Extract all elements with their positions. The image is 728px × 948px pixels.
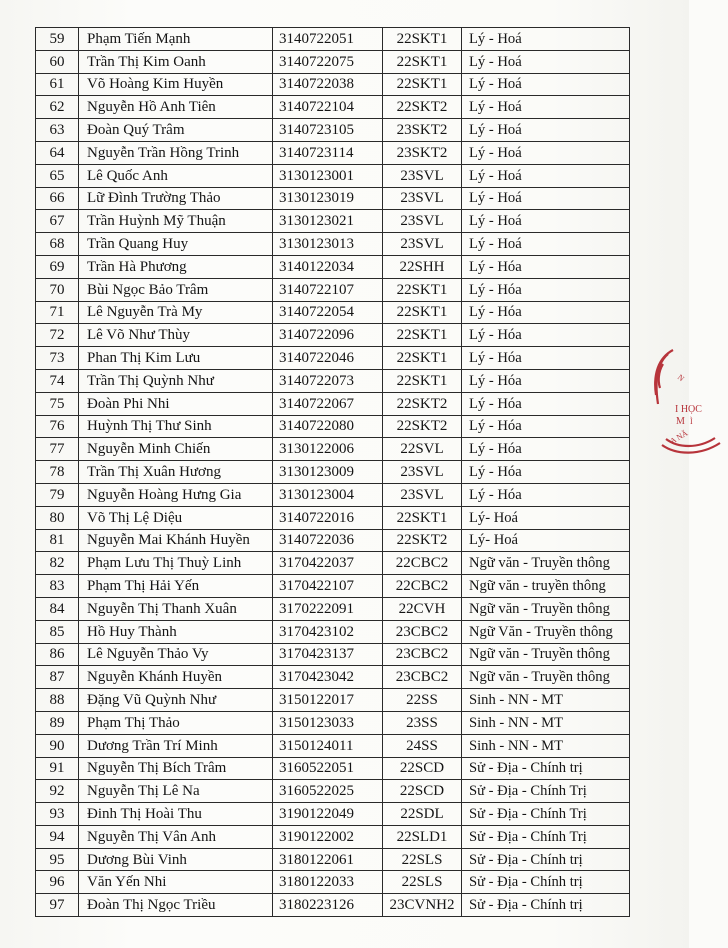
class-code: 22SLS — [383, 848, 462, 871]
row-number: 76 — [36, 415, 79, 438]
student-name: Trần Thị Xuân Hương — [79, 461, 273, 484]
subject-group: Ngữ văn - Truyền thông — [462, 552, 630, 575]
table-row — [36, 597, 630, 620]
seal-text-line-1: I HỌC — [675, 404, 702, 415]
subject-group: Sử - Địa - Chính trị — [462, 848, 630, 871]
subject-group: Lý - Hoá — [462, 187, 630, 210]
student-name: Nguyễn Thị Thanh Xuân — [79, 597, 273, 620]
table-row — [36, 255, 630, 278]
subject-group: Lý - Hoá — [462, 141, 630, 164]
student-name: Lê Nguyễn Thảo Vy — [79, 643, 273, 666]
student-name: Nguyễn Mai Khánh Huyền — [79, 529, 273, 552]
student-id: 3170423042 — [273, 666, 383, 689]
row-number: 95 — [36, 848, 79, 871]
student-name: Đặng Vũ Quỳnh Như — [79, 689, 273, 712]
student-name: Lữ Đình Trường Thảo — [79, 187, 273, 210]
student-id: 3130123004 — [273, 483, 383, 506]
subject-group: Lý - Hóa — [462, 415, 630, 438]
student-id: 3130123021 — [273, 210, 383, 233]
student-name: Nguyễn Thị Vân Anh — [79, 825, 273, 848]
student-name: Nguyễn Hồ Anh Tiên — [79, 96, 273, 119]
subject-group: Lý - Hoá — [462, 28, 630, 51]
class-code: 22SKT2 — [383, 415, 462, 438]
subject-group: Ngữ văn - truyền thông — [462, 575, 630, 598]
subject-group: Ngữ Văn - Truyền thông — [462, 620, 630, 643]
class-code: 23SVL — [383, 210, 462, 233]
table-body — [36, 28, 630, 917]
subject-group: Lý - Hóa — [462, 301, 630, 324]
subject-group: Ngữ văn - Truyền thông — [462, 643, 630, 666]
student-id: 3190122002 — [273, 825, 383, 848]
table-row — [36, 575, 630, 598]
table-row — [36, 803, 630, 826]
student-name: Đoàn Quý Trâm — [79, 119, 273, 142]
student-name: Trần Quang Huy — [79, 233, 273, 256]
student-name: Nguyễn Khánh Huyền — [79, 666, 273, 689]
subject-group: Lý - Hoá — [462, 210, 630, 233]
student-id: 3140722016 — [273, 506, 383, 529]
subject-group: Lý - Hoá — [462, 96, 630, 119]
row-number: 77 — [36, 438, 79, 461]
class-code: 23SKT2 — [383, 119, 462, 142]
student-name: Hồ Huy Thành — [79, 620, 273, 643]
student-id: 3170222091 — [273, 597, 383, 620]
class-code: 22SCD — [383, 780, 462, 803]
student-name: Lê Nguyễn Trà My — [79, 301, 273, 324]
student-name: Lê Võ Như Thùy — [79, 324, 273, 347]
row-number: 67 — [36, 210, 79, 233]
subject-group: Lý - Hoá — [462, 119, 630, 142]
student-name: Phạm Thị Thảo — [79, 711, 273, 734]
table-row — [36, 780, 630, 803]
student-id: 3160522051 — [273, 757, 383, 780]
row-number: 66 — [36, 187, 79, 210]
student-name: Nguyễn Thị Lê Na — [79, 780, 273, 803]
student-name: Đoàn Thị Ngọc Triều — [79, 894, 273, 917]
class-code: 22SKT1 — [383, 324, 462, 347]
row-number: 85 — [36, 620, 79, 643]
table-row — [36, 119, 630, 142]
table-row — [36, 825, 630, 848]
student-id: 3140722073 — [273, 369, 383, 392]
class-code: 22SKT2 — [383, 96, 462, 119]
table-row — [36, 73, 630, 96]
student-id: 3150124011 — [273, 734, 383, 757]
table-row — [36, 233, 630, 256]
class-code: 22SKT1 — [383, 369, 462, 392]
student-name: Dương Trần Trí Minh — [79, 734, 273, 757]
class-code: 22SDL — [383, 803, 462, 826]
table-row — [36, 848, 630, 871]
table-row — [36, 141, 630, 164]
row-number: 96 — [36, 871, 79, 894]
student-name: Đoàn Phi Nhi — [79, 392, 273, 415]
student-table — [35, 27, 630, 917]
table-row — [36, 438, 630, 461]
student-id: 3180122033 — [273, 871, 383, 894]
subject-group: Lý - Hóa — [462, 324, 630, 347]
student-id: 3130123009 — [273, 461, 383, 484]
class-code: 22CVH — [383, 597, 462, 620]
class-code: 22SKT1 — [383, 278, 462, 301]
student-id: 3140722051 — [273, 28, 383, 51]
row-number: 75 — [36, 392, 79, 415]
student-id: 3130123019 — [273, 187, 383, 210]
subject-group: Sinh - NN - MT — [462, 734, 630, 757]
class-code: 23CBC2 — [383, 666, 462, 689]
table-row — [36, 96, 630, 119]
subject-group: Lý- Hoá — [462, 506, 630, 529]
subject-group: Sử - Địa - Chính trị — [462, 894, 630, 917]
table-row — [36, 347, 630, 370]
class-code: 24SS — [383, 734, 462, 757]
class-code: 22SKT1 — [383, 28, 462, 51]
student-id: 3150123033 — [273, 711, 383, 734]
class-code: 23SVL — [383, 483, 462, 506]
class-code: 22SHH — [383, 255, 462, 278]
subject-group: Sử - Địa - Chính Trị — [462, 780, 630, 803]
table-row — [36, 506, 630, 529]
student-id: 3140722107 — [273, 278, 383, 301]
student-id: 3190122049 — [273, 803, 383, 826]
seal-text-line-2: M — [676, 416, 685, 427]
class-code: 23SVL — [383, 187, 462, 210]
row-number: 89 — [36, 711, 79, 734]
table-row — [36, 666, 630, 689]
student-id: 3140723114 — [273, 141, 383, 164]
subject-group: Sử - Địa - Chính trị — [462, 757, 630, 780]
row-number: 71 — [36, 301, 79, 324]
student-name: Trần Thị Quỳnh Như — [79, 369, 273, 392]
row-number: 80 — [36, 506, 79, 529]
table-row — [36, 50, 630, 73]
subject-group: Lý - Hoá — [462, 73, 630, 96]
row-number: 82 — [36, 552, 79, 575]
row-number: 61 — [36, 73, 79, 96]
student-name: Trần Thị Kim Oanh — [79, 50, 273, 73]
student-name: Võ Hoàng Kim Huyền — [79, 73, 273, 96]
class-code: 23SKT2 — [383, 141, 462, 164]
table-row — [36, 187, 630, 210]
row-number: 64 — [36, 141, 79, 164]
subject-group: Lý - Hóa — [462, 278, 630, 301]
class-code: 23SVL — [383, 164, 462, 187]
student-id: 3150122017 — [273, 689, 383, 712]
row-number: 65 — [36, 164, 79, 187]
table-row — [36, 324, 630, 347]
subject-group: Lý - Hoá — [462, 233, 630, 256]
student-name: Huỳnh Thị Thư Sinh — [79, 415, 273, 438]
student-name: Phạm Lưu Thị Thuỳ Linh — [79, 552, 273, 575]
row-number: 92 — [36, 780, 79, 803]
row-number: 83 — [36, 575, 79, 598]
subject-group: Lý - Hóa — [462, 369, 630, 392]
table-row — [36, 689, 630, 712]
student-name: Nguyễn Thị Bích Trâm — [79, 757, 273, 780]
subject-group: Lý - Hóa — [462, 438, 630, 461]
student-id: 3140723105 — [273, 119, 383, 142]
subject-group: Lý- Hoá — [462, 529, 630, 552]
class-code: 22SKT2 — [383, 392, 462, 415]
row-number: 63 — [36, 119, 79, 142]
student-id: 3180223126 — [273, 894, 383, 917]
class-code: 22SS — [383, 689, 462, 712]
table-row — [36, 28, 630, 51]
table-row — [36, 210, 630, 233]
subject-group: Lý - Hóa — [462, 255, 630, 278]
student-id: 3140722036 — [273, 529, 383, 552]
class-code: 22SLD1 — [383, 825, 462, 848]
student-id: 3140722038 — [273, 73, 383, 96]
student-id: 3160522025 — [273, 780, 383, 803]
student-name: Dương Bùi Vinh — [79, 848, 273, 871]
row-number: 88 — [36, 689, 79, 712]
table-row — [36, 278, 630, 301]
row-number: 70 — [36, 278, 79, 301]
class-code: 23CVNH2 — [383, 894, 462, 917]
class-code: 22SKT1 — [383, 73, 462, 96]
class-code: 22SKT1 — [383, 506, 462, 529]
row-number: 72 — [36, 324, 79, 347]
row-number: 74 — [36, 369, 79, 392]
student-name: Nguyễn Trần Hồng Trinh — [79, 141, 273, 164]
student-name: Đinh Thị Hoài Thu — [79, 803, 273, 826]
table-row — [36, 483, 630, 506]
student-id: 3170422037 — [273, 552, 383, 575]
row-number: 97 — [36, 894, 79, 917]
row-number: 73 — [36, 347, 79, 370]
table-row — [36, 461, 630, 484]
class-code: 22CBC2 — [383, 575, 462, 598]
class-code: 22SKT1 — [383, 301, 462, 324]
student-id: 3140722054 — [273, 301, 383, 324]
row-number: 87 — [36, 666, 79, 689]
student-name: Văn Yến Nhi — [79, 871, 273, 894]
table-row — [36, 711, 630, 734]
student-id: 3130123001 — [273, 164, 383, 187]
subject-group: Ngữ văn - Truyền thông — [462, 666, 630, 689]
table-row — [36, 734, 630, 757]
subject-group: Lý - Hóa — [462, 483, 630, 506]
student-name: Phạm Thị Hải Yến — [79, 575, 273, 598]
subject-group: Sinh - NN - MT — [462, 711, 630, 734]
row-number: 84 — [36, 597, 79, 620]
table-row — [36, 643, 630, 666]
table-row — [36, 369, 630, 392]
table-row — [36, 529, 630, 552]
subject-group: Sử - Địa - Chính Trị — [462, 803, 630, 826]
table-row — [36, 301, 630, 324]
class-code: 23SVL — [383, 461, 462, 484]
student-name: Trần Hà Phương — [79, 255, 273, 278]
student-id: 3140722096 — [273, 324, 383, 347]
class-code: 22SLS — [383, 871, 462, 894]
subject-group: Lý - Hóa — [462, 392, 630, 415]
student-id: 3130123013 — [273, 233, 383, 256]
row-number: 86 — [36, 643, 79, 666]
class-code: 22SCD — [383, 757, 462, 780]
row-number: 62 — [36, 96, 79, 119]
student-name: Nguyễn Minh Chiến — [79, 438, 273, 461]
row-number: 93 — [36, 803, 79, 826]
row-number: 94 — [36, 825, 79, 848]
table-row — [36, 164, 630, 187]
class-code: 22CBC2 — [383, 552, 462, 575]
class-code: 23CBC2 — [383, 643, 462, 666]
table-row — [36, 620, 630, 643]
student-id: 3170422107 — [273, 575, 383, 598]
svg-text:Ì: Ì — [690, 417, 693, 426]
svg-text:N: N — [675, 372, 686, 384]
student-id: 3140722067 — [273, 392, 383, 415]
student-id: 3140722080 — [273, 415, 383, 438]
row-number: 68 — [36, 233, 79, 256]
subject-group: Lý - Hoá — [462, 50, 630, 73]
row-number: 69 — [36, 255, 79, 278]
red-stamp-seal — [648, 340, 728, 470]
table-row — [36, 552, 630, 575]
table-row — [36, 757, 630, 780]
student-id: 3140722075 — [273, 50, 383, 73]
row-number: 81 — [36, 529, 79, 552]
subject-group: Sử - Địa - Chính Trị — [462, 825, 630, 848]
student-name: Lê Quốc Anh — [79, 164, 273, 187]
class-code: 22SKT1 — [383, 347, 462, 370]
row-number: 78 — [36, 461, 79, 484]
class-code: 23CBC2 — [383, 620, 462, 643]
student-name: Võ Thị Lệ Diệu — [79, 506, 273, 529]
student-id: 3130122006 — [273, 438, 383, 461]
student-id: 3180122061 — [273, 848, 383, 871]
student-id: 3140722046 — [273, 347, 383, 370]
subject-group: Lý - Hóa — [462, 461, 630, 484]
student-name: Bùi Ngọc Bảo Trâm — [79, 278, 273, 301]
student-name: Trần Huỳnh Mỹ Thuận — [79, 210, 273, 233]
row-number: 91 — [36, 757, 79, 780]
student-name: Phạm Tiến Mạnh — [79, 28, 273, 51]
class-code: 22SVL — [383, 438, 462, 461]
class-code: 22SKT2 — [383, 529, 462, 552]
svg-text:A NĂ: A NĂ — [668, 428, 690, 446]
subject-group: Ngữ văn - Truyền thông — [462, 597, 630, 620]
class-code: 23SVL — [383, 233, 462, 256]
subject-group: Lý - Hoá — [462, 164, 630, 187]
class-code: 22SKT1 — [383, 50, 462, 73]
row-number: 90 — [36, 734, 79, 757]
row-number: 79 — [36, 483, 79, 506]
student-id: 3140722104 — [273, 96, 383, 119]
class-code: 23SS — [383, 711, 462, 734]
student-name: Nguyễn Hoàng Hưng Gia — [79, 483, 273, 506]
row-number: 60 — [36, 50, 79, 73]
table-row — [36, 871, 630, 894]
table-row — [36, 392, 630, 415]
subject-group: Sử - Địa - Chính trị — [462, 871, 630, 894]
student-id: 3170423137 — [273, 643, 383, 666]
student-name: Phan Thị Kim Lưu — [79, 347, 273, 370]
subject-group: Sinh - NN - MT — [462, 689, 630, 712]
row-number: 59 — [36, 28, 79, 51]
student-id: 3140122034 — [273, 255, 383, 278]
table-row — [36, 415, 630, 438]
subject-group: Lý - Hóa — [462, 347, 630, 370]
table-row — [36, 894, 630, 917]
student-id: 3170423102 — [273, 620, 383, 643]
